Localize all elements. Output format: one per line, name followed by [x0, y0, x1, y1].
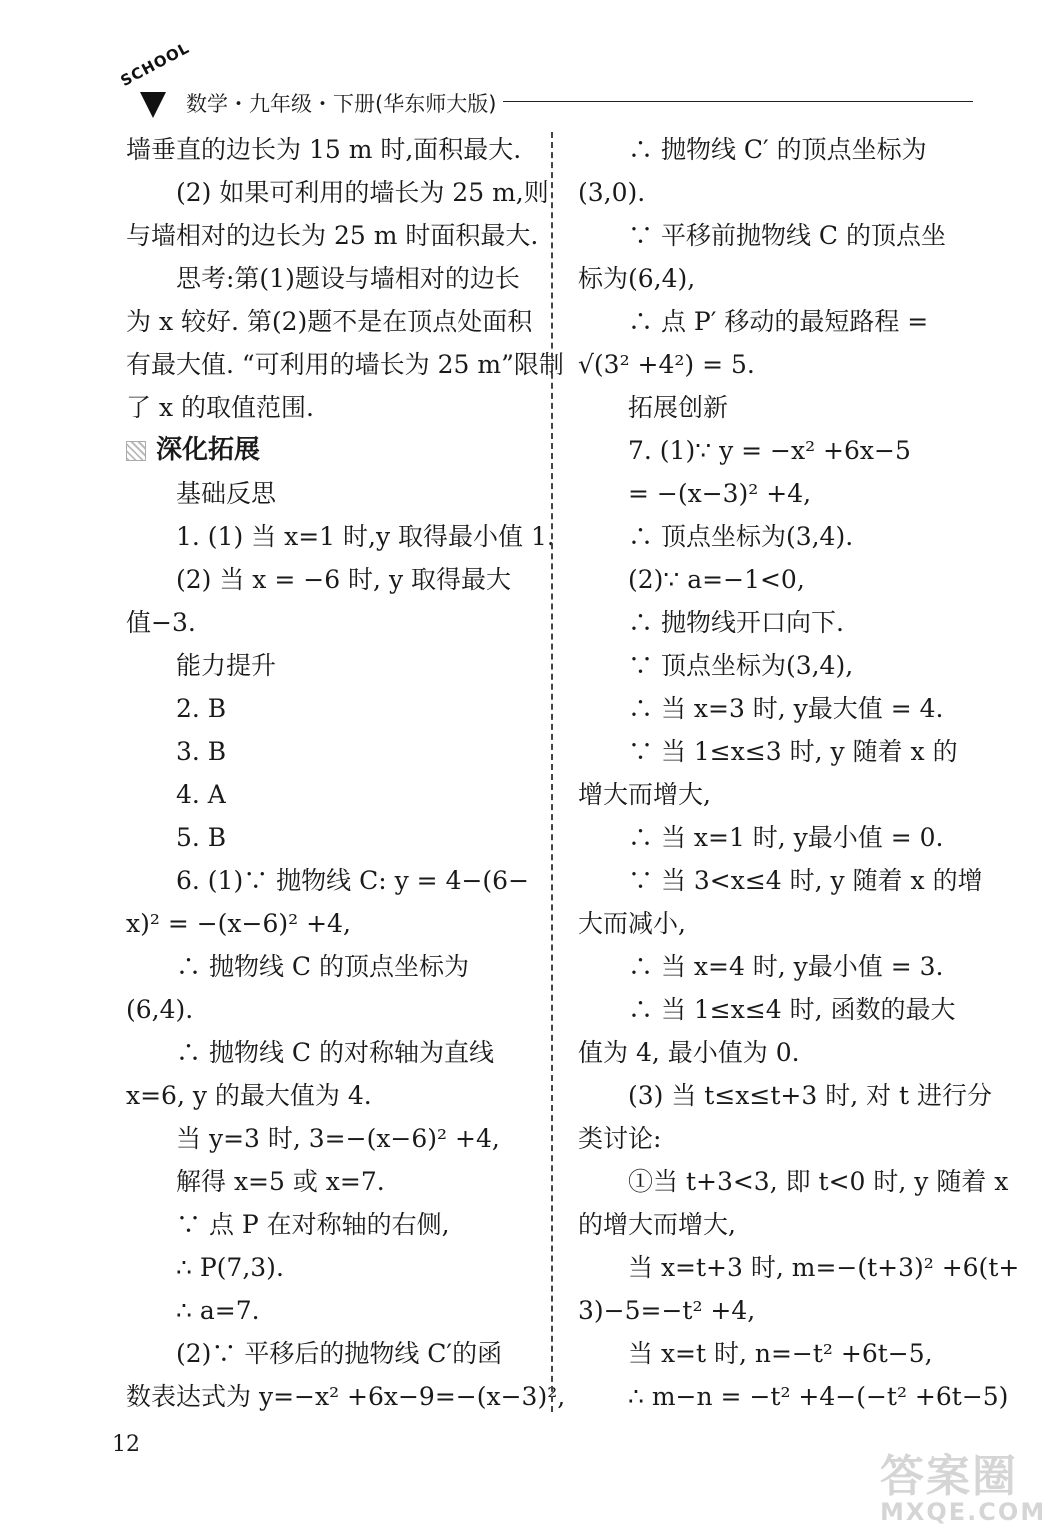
line-text: = −(x−3)² +4,	[628, 479, 812, 508]
line-text: 5. B	[176, 823, 227, 852]
text-line	[578, 730, 978, 773]
line-text: ∴ 当 x=1 时, y最小值 = 0.	[628, 823, 944, 852]
text-line	[126, 730, 526, 773]
text-line	[578, 1289, 978, 1332]
text-line	[126, 816, 526, 859]
line-text: 深化拓展	[156, 435, 261, 465]
line-text: 有最大值. “可利用的墙长为 25 m”限制	[126, 350, 564, 379]
line-text: 标为(6,4),	[578, 264, 696, 293]
text-line	[126, 1289, 526, 1332]
text-line	[578, 214, 978, 257]
line-text: ∵ 顶点坐标为(3,4),	[628, 651, 854, 680]
text-line	[126, 171, 549, 214]
text-line	[578, 988, 978, 1031]
text-line	[126, 1375, 566, 1418]
page-header	[117, 38, 978, 120]
location-pin-icon	[140, 92, 166, 118]
line-text: 1. (1) 当 x=1 时,y 取得最小值 1.	[176, 522, 555, 551]
column-divider	[551, 132, 553, 1412]
text-line	[578, 1160, 1009, 1203]
text-line	[578, 1203, 978, 1246]
logo-text: SCHOOL	[117, 38, 193, 90]
line-text: 4. A	[176, 780, 226, 809]
line-text: 大而减小,	[578, 909, 686, 938]
line-text: 3)−5=−t² +4,	[578, 1296, 756, 1325]
text-line	[126, 558, 526, 601]
line-text: 当 x=t+3 时, m=−(t+3)² +6(t+	[628, 1253, 1020, 1282]
text-line	[126, 644, 526, 687]
line-text: 2. B	[176, 694, 227, 723]
text-line	[126, 472, 526, 515]
text-line	[126, 1332, 526, 1375]
line-text: x=6, y 的最大值为 4.	[126, 1081, 372, 1110]
line-text: 的增大而增大,	[578, 1210, 736, 1239]
watermark-bottom: MXQE.COM	[880, 1498, 1047, 1526]
text-line	[126, 988, 526, 1031]
line-text: ∴ m−n = −t² +4−(−t² +6t−5)	[628, 1382, 1009, 1411]
line-text: ∵ 点 P 在对称轴的右侧,	[176, 1210, 450, 1239]
text-line	[126, 386, 526, 429]
text-line	[578, 816, 978, 859]
line-text: (3,0).	[578, 178, 646, 207]
line-text: ∴ 抛物线 C 的对称轴为直线	[176, 1038, 494, 1067]
section-heading	[126, 429, 526, 472]
text-line	[578, 1074, 993, 1117]
text-line	[126, 859, 530, 902]
text-line	[126, 257, 526, 300]
text-line	[578, 902, 978, 945]
line-text: ∴ a=7.	[176, 1296, 260, 1325]
line-text: ∵ 当 3<x≤4 时, y 随着 x 的增	[628, 866, 983, 895]
text-line	[578, 859, 983, 902]
line-text: 与墙相对的边长为 25 m 时面积最大.	[126, 221, 539, 250]
line-text: 了 x 的取值范围.	[126, 393, 314, 422]
line-text: (6,4).	[126, 995, 194, 1024]
line-text: 类讨论:	[578, 1124, 662, 1153]
section-icon	[126, 441, 146, 461]
page-number: 12	[112, 1432, 140, 1457]
line-text: 解得 x=5 或 x=7.	[176, 1167, 385, 1196]
line-text: 思考:第(1)题设与墙相对的边长	[176, 264, 520, 293]
left-column	[126, 128, 566, 1418]
text-line	[578, 386, 978, 429]
text-line	[578, 429, 978, 472]
text-line	[578, 515, 978, 558]
line-text: (2) 如果可利用的墙长为 25 m,则	[176, 178, 549, 207]
line-text: 当 x=t 时, n=−t² +6t−5,	[628, 1339, 933, 1368]
line-text: 值为 4, 最小值为 0.	[578, 1038, 800, 1067]
line-text: ∴ 当 x=3 时, y最大值 = 4.	[628, 694, 944, 723]
text-line	[126, 601, 526, 644]
line-text: 6. (1)∵ 抛物线 C: y = 4−(6−	[176, 866, 530, 895]
line-text: 拓展创新	[628, 393, 729, 422]
line-text: 值−3.	[126, 608, 196, 637]
text-line	[126, 687, 526, 730]
line-text: 数表达式为 y=−x² +6x−9=−(x−3)²,	[126, 1382, 566, 1411]
line-text: x)² = −(x−6)² +4,	[126, 909, 351, 938]
text-line	[126, 773, 526, 816]
text-line	[578, 558, 978, 601]
line-text: 增大而增大,	[578, 780, 711, 809]
text-line	[578, 1031, 978, 1074]
text-line	[578, 773, 978, 816]
school-logo	[117, 38, 193, 120]
text-line	[578, 128, 978, 171]
line-text: (2)∵ a=−1<0,	[628, 565, 805, 594]
text-line	[126, 1074, 526, 1117]
line-text: 7. (1)∵ y = −x² +6x−5	[628, 436, 911, 465]
text-line	[578, 472, 978, 515]
right-column	[578, 128, 1020, 1418]
text-line	[578, 171, 978, 214]
line-text: ∴ 当 x=4 时, y最小值 = 3.	[628, 952, 944, 981]
text-line	[126, 1117, 526, 1160]
text-line	[126, 300, 533, 343]
line-text: 墙垂直的边长为 15 m 时,面积最大.	[126, 135, 522, 164]
text-line	[126, 945, 526, 988]
line-text: ∴ 抛物线 C 的顶点坐标为	[176, 952, 469, 981]
text-line	[578, 1375, 1009, 1418]
line-text: (2)∵ 平移后的抛物线 C′的函	[176, 1339, 503, 1368]
text-line	[126, 128, 526, 171]
text-line	[126, 343, 564, 386]
watermark	[880, 1440, 1047, 1526]
text-line	[578, 644, 978, 687]
text-line	[578, 300, 978, 343]
line-text: ∴ 当 1≤x≤4 时, 函数的最大	[628, 995, 956, 1024]
text-line	[578, 343, 978, 386]
header-title: 数学・九年级・下册(华东师大版)	[186, 92, 497, 116]
watermark-top: 答案圈	[880, 1451, 1018, 1502]
text-line	[126, 902, 526, 945]
text-line	[126, 515, 555, 558]
line-text: ∵ 当 1≤x≤3 时, y 随着 x 的	[628, 737, 958, 766]
line-text: ∴ P(7,3).	[176, 1253, 284, 1282]
line-text: ①当 t+3<3, 即 t<0 时, y 随着 x	[628, 1167, 1009, 1196]
text-line	[578, 257, 978, 300]
line-text: 基础反思	[176, 479, 277, 508]
line-text: 能力提升	[176, 651, 277, 680]
line-text: ∴ 点 P′ 移动的最短路程 =	[628, 307, 929, 336]
line-text: ∴ 顶点坐标为(3,4).	[628, 522, 854, 551]
line-text: ∴ 抛物线 C′ 的顶点坐标为	[628, 135, 927, 164]
line-text: ∵ 平移前抛物线 C 的顶点坐	[628, 221, 946, 250]
text-line	[126, 214, 539, 257]
text-line	[578, 687, 978, 730]
line-text: (3) 当 t≤x≤t+3 时, 对 t 进行分	[628, 1081, 993, 1110]
text-line	[126, 1160, 526, 1203]
line-text: √(3² +4²) = 5.	[578, 350, 755, 379]
text-line	[578, 945, 978, 988]
line-text: 3. B	[176, 737, 227, 766]
header-rule	[503, 101, 973, 102]
line-text: 为 x 较好. 第(2)题不是在顶点处面积	[126, 307, 533, 336]
text-line	[578, 1117, 978, 1160]
text-line	[126, 1203, 526, 1246]
text-line	[578, 1332, 978, 1375]
text-line	[578, 1246, 1020, 1289]
text-line	[126, 1246, 526, 1289]
line-text: ∴ 抛物线开口向下.	[628, 608, 844, 637]
line-text: 当 y=3 时, 3=−(x−6)² +4,	[176, 1124, 500, 1153]
text-line	[578, 601, 978, 644]
text-line	[126, 1031, 526, 1074]
line-text: (2) 当 x = −6 时, y 取得最大	[176, 565, 512, 594]
